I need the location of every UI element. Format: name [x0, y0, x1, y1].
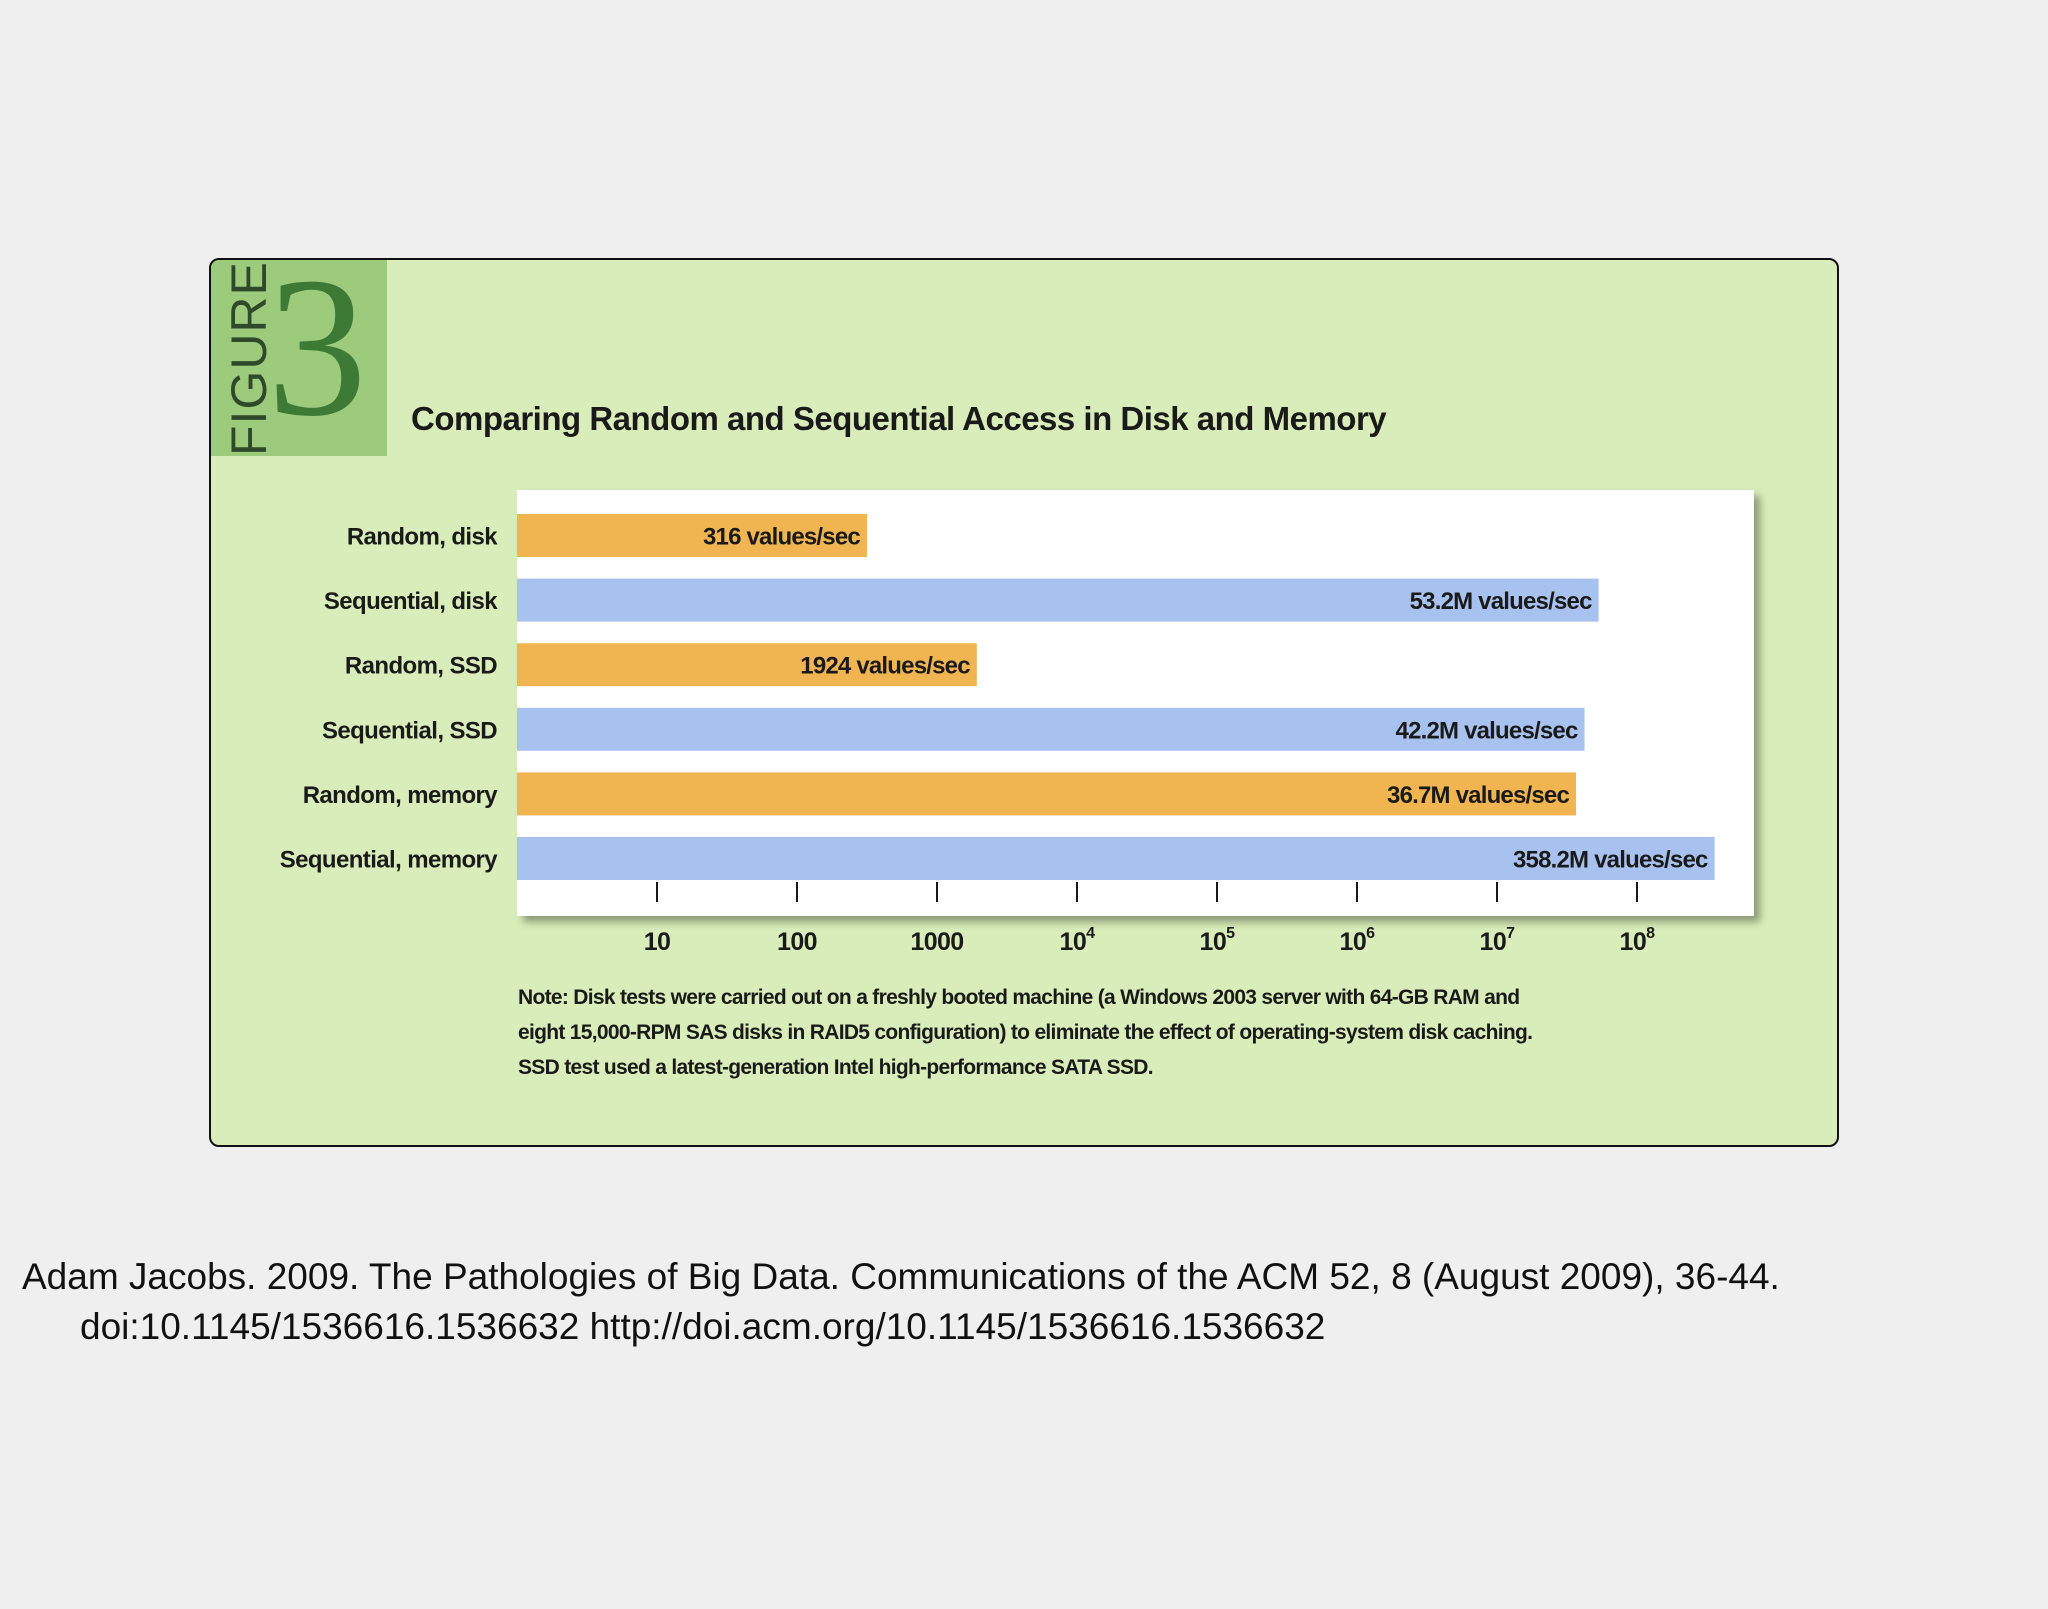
x-tick-label: $10^6$: [1339, 925, 1375, 956]
x-tick-label: $10^5$: [1199, 925, 1235, 956]
category-label: Sequential, disk: [323, 588, 497, 616]
citation-line-1: Adam Jacobs. 2009. The Pathologies of Big Data. Communications of the ACM 52, 8 (August 2009), 36-44.: [22, 1256, 1780, 1297]
category-label: Sequential, memory: [279, 846, 497, 874]
citation: [22, 1252, 2032, 1352]
bar-value-label: 358.2M values/sec: [1513, 846, 1708, 874]
figure-card: [209, 258, 1839, 1147]
figure-label-number: 3: [267, 258, 367, 458]
note-line-3: SSD test used a latest-generation Intel high-performance SATA SSD.: [518, 1056, 1153, 1079]
bar-value-label: 53.2M values/sec: [1409, 588, 1592, 616]
category-label: Sequential, SSD: [321, 717, 497, 745]
chart-title: Comparing Random and Sequential Access in Disk and Memory: [411, 400, 1387, 437]
bar-value-label: 1924 values/sec: [800, 652, 970, 680]
category-label: Random, SSD: [344, 652, 497, 680]
x-tick-label: 100: [777, 928, 817, 956]
bar-value-label: 36.7M values/sec: [1387, 781, 1570, 809]
x-tick-label: $10^4$: [1059, 925, 1095, 956]
category-label: Random, disk: [346, 523, 497, 551]
x-tick-label: 1000: [910, 928, 964, 956]
figure-note: [518, 980, 1698, 1085]
bar-value-label: 42.2M values/sec: [1395, 717, 1578, 745]
x-tick-label: $10^8$: [1619, 925, 1655, 956]
bar-value-label: 316 values/sec: [703, 523, 860, 551]
figure-label-word: FIGURE: [221, 261, 277, 456]
x-tick-label: 10: [643, 928, 671, 956]
note-line-1: Note: Disk tests were carried out on a freshly booted machine (a Windows 2003 server with 64-GB RAM and: [518, 986, 1520, 1009]
note-line-2: eight 15,000-RPM SAS disks in RAID5 configuration) to eliminate the effect of operating-system disk caching.: [518, 1021, 1533, 1044]
citation-line-2: doi:10.1145/1536616.1536632 http://doi.acm.org/10.1145/1536616.1536632: [80, 1306, 1326, 1347]
x-tick-label: $10^7$: [1479, 925, 1515, 956]
category-label: Random, memory: [302, 781, 497, 809]
